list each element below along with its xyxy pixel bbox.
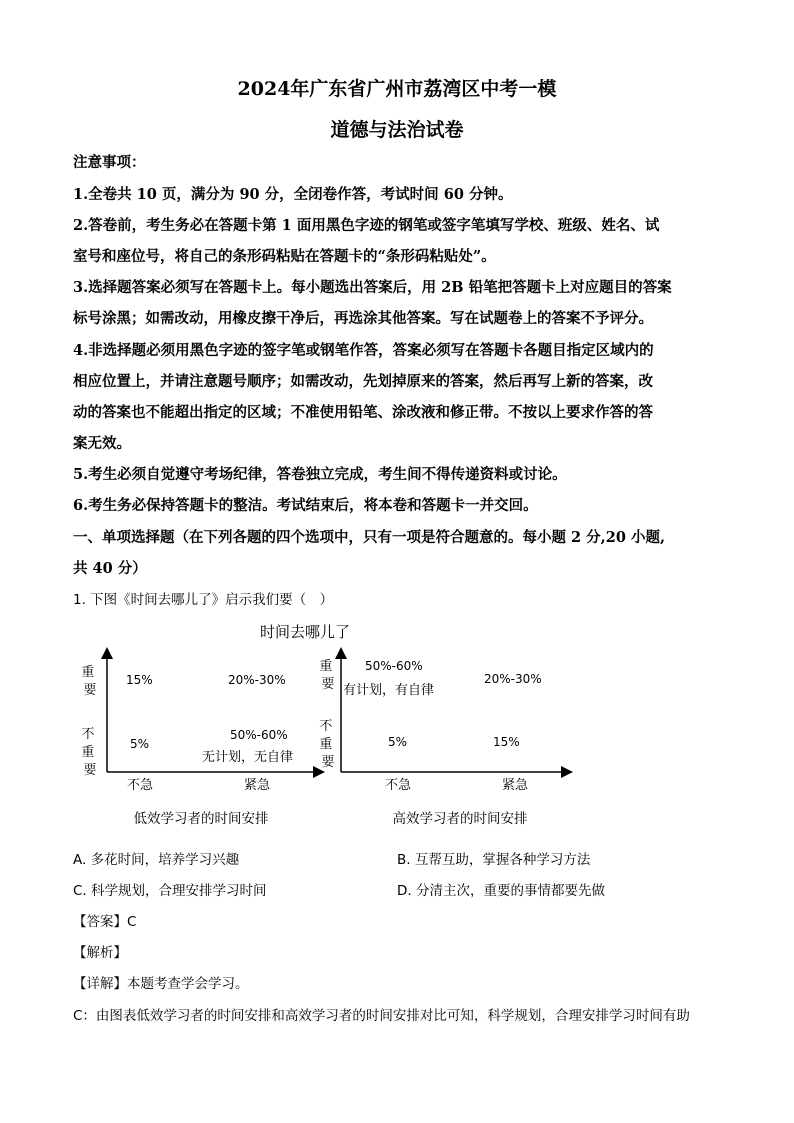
section-heading-cont: 共 40 分）	[73, 560, 147, 577]
left-unimportant-not-urgent: 5%	[130, 737, 150, 751]
left-x-label-urgent: 紧急	[243, 778, 271, 793]
left-unimportant-urgent-note: 无计划，无自律	[202, 750, 294, 765]
left-y-label-unimportant	[81, 727, 98, 778]
left-y-label-important	[81, 665, 98, 698]
notice-line: 2.答卷前，考生务必在答题卡第 1 面用黑色字迹的钢笔或签字笔填写学校、班级、姓名、试	[73, 217, 660, 234]
left-y-important-1: 重	[81, 665, 95, 680]
right-x-label-urgent: 紧急	[501, 778, 529, 793]
option-c: C. 科学规划，合理安排学习时间	[73, 883, 267, 899]
right-unimportant-not-urgent: 5%	[388, 735, 408, 749]
explanation: C：由图表低效学习者的时间安排和高效学习者的时间安排对比可知，科学规划，合理安排学习时间有助	[73, 1008, 690, 1024]
right-panel-caption: 高效学习者的时间安排	[392, 811, 528, 827]
notice-line: 5.考生必须自觉遵守考场纪律，答卷独立完成，考生间不得传递资料或讨论。	[73, 466, 567, 483]
left-unimportant-urgent: 50%-60%	[230, 728, 288, 742]
right-x-label-not-urgent: 不急	[384, 778, 412, 793]
right-y-unimportant-3: 要	[321, 755, 335, 770]
right-important-not-urgent-note: 有计划，有自律	[343, 683, 435, 698]
right-y-label-unimportant	[319, 719, 336, 770]
notice-line: 室号和座位号，将自己的条形码粘贴在答题卡的“条形码粘贴处”。	[73, 248, 496, 265]
option-a: A. 多花时间，培养学习兴趣	[73, 852, 240, 868]
left-y-important-2: 要	[83, 683, 97, 698]
notice-line: 4.非选择题必须用黑色字迹的签字笔或钢笔作答，答案必须写在答题卡各题目指定区域内的	[73, 342, 654, 359]
left-y-unimportant-3: 要	[83, 763, 97, 778]
right-y-label-important	[319, 659, 336, 692]
question-stem: 1. 下图《时间去哪儿了》启示我们要（ ）	[73, 592, 334, 608]
right-y-important-2: 要	[321, 677, 335, 692]
left-panel-caption: 低效学习者的时间安排	[133, 811, 269, 827]
option-d: D. 分清主次，重要的事情都要先做	[397, 883, 605, 899]
right-y-unimportant-1: 不	[319, 719, 333, 734]
left-important-urgent: 20%-30%	[228, 673, 286, 687]
notice-line: 3.选择题答案必须写在答题卡上。每小题选出答案后，用 2B 铅笔把答题卡上对应题目的答案	[73, 279, 672, 296]
left-x-label-not-urgent: 不急	[126, 778, 154, 793]
chart-title: 时间去哪儿了	[259, 623, 351, 641]
notice-line: 1.全卷共 10 页，满分为 90 分，全闭卷作答，考试时间 60 分钟。	[73, 186, 513, 203]
notice-line: 动的答案也不能超出指定的区域；不准使用铅笔、涂改液和修正带。不按以上要求作答的答	[73, 404, 653, 421]
right-important-urgent: 20%-30%	[484, 672, 542, 686]
notice-line: 案无效。	[73, 435, 131, 452]
section-heading: 一、单项选择题（在下列各题的四个选项中，只有一项是符合题意的。每小题 2 分,20 小题,	[73, 529, 666, 546]
left-y-unimportant-2: 重	[81, 745, 95, 760]
right-important-not-urgent: 50%-60%	[365, 659, 423, 673]
option-b: B. 互帮互助，掌握各种学习方法	[397, 852, 591, 868]
analysis-label: 【解析】	[73, 945, 127, 961]
right-y-unimportant-2: 重	[319, 737, 333, 752]
left-important-not-urgent: 15%	[126, 673, 153, 687]
notice-heading: 注意事项：	[73, 154, 146, 171]
right-y-important-1: 重	[319, 659, 333, 674]
answer: 【答案】C	[73, 914, 137, 930]
detail: 【详解】本题考查学会学习。	[73, 976, 249, 992]
time-allocation-chart	[60, 612, 580, 837]
notice-line: 相应位置上，并请注意题号顺序；如需改动，先划掉原来的答案，然后再写上新的答案，改	[73, 373, 653, 390]
page-subtitle: 道德与法治试卷	[330, 119, 464, 141]
notice-line: 6.考生务必保持答题卡的整洁。考试结束后，将本卷和答题卡一并交回。	[73, 497, 538, 514]
page-title: 2024年广东省广州市荔湾区中考一模	[237, 78, 557, 100]
left-y-unimportant-1: 不	[81, 727, 95, 742]
right-unimportant-urgent: 15%	[493, 735, 520, 749]
notice-line: 标号涂黑；如需改动，用橡皮擦干净后，再选涂其他答案。写在试题卷上的答案不予评分。	[73, 310, 653, 327]
